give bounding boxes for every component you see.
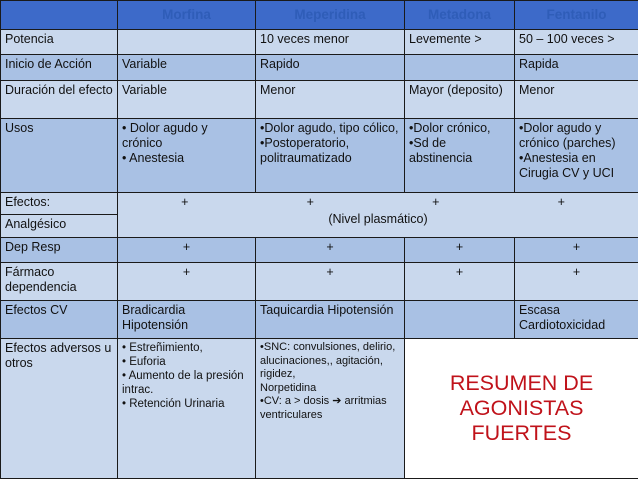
cell-meperidina: + xyxy=(256,263,405,301)
list-item: •Dolor agudo, tipo cólico, xyxy=(260,121,399,136)
plus-row xyxy=(122,195,634,210)
list-item: • Anestesia xyxy=(122,151,185,166)
cell-metadona xyxy=(405,119,515,193)
header-row xyxy=(1,1,638,30)
plus-morfina: + xyxy=(181,195,189,210)
row-inicio xyxy=(1,54,638,80)
list-item: • Euforia xyxy=(122,356,166,369)
row-label: Efectos CV xyxy=(1,301,118,339)
row-usos xyxy=(1,119,638,193)
cell-morfina: Variable xyxy=(118,54,256,80)
cell-metadona: + xyxy=(405,263,515,301)
row-efectos-cv xyxy=(1,301,638,339)
list-item: •CV: a > dosis ➔ arritmias ventriculares xyxy=(260,395,387,421)
cell-fentanilo: Rapida xyxy=(515,54,638,80)
cell-fentanilo xyxy=(515,119,638,193)
cell-analgesico xyxy=(118,193,638,237)
plasma-level-note: (Nivel plasmático) xyxy=(328,212,428,227)
cell-morfina: + xyxy=(118,263,256,301)
row-duracion xyxy=(1,81,638,119)
cell-metadona: Mayor (deposito) xyxy=(405,81,515,119)
list-item: • Aumento de la presión intrac. xyxy=(122,370,244,397)
cell-metadona: + xyxy=(405,237,515,262)
cell-meperidina xyxy=(256,339,405,479)
plus-meperidina: + xyxy=(306,195,314,210)
cell-meperidina: Rapido xyxy=(256,54,405,80)
row-label: Fármaco dependencia xyxy=(1,263,118,301)
row-label: Efectos adversos u otros xyxy=(1,339,118,479)
cell-morfina xyxy=(118,339,256,479)
plus-metadona: + xyxy=(432,195,440,210)
summary-line: RESUMEN DE xyxy=(449,371,594,396)
cell-meperidina: Menor xyxy=(256,81,405,119)
list-item: •Sd de abstinencia xyxy=(409,136,473,166)
list-item: • Retención Urinaria xyxy=(122,398,225,411)
cell-meperidina xyxy=(256,119,405,193)
row-dep-resp xyxy=(1,237,638,262)
cell-morfina: Variable xyxy=(118,81,256,119)
summary-line: FUERTES xyxy=(471,421,572,446)
list-item: •Postoperatorio, politraumatizado xyxy=(260,136,352,166)
cell-fentanilo: Menor xyxy=(515,81,638,119)
row-efectos xyxy=(1,193,638,214)
summary-title xyxy=(405,339,638,479)
cell-morfina: Bradicardia Hipotensión xyxy=(118,301,256,339)
cell-morfina xyxy=(118,29,256,54)
cell-metadona xyxy=(405,54,515,80)
cell-fentanilo: Escasa Cardiotoxicidad xyxy=(515,301,638,339)
list-item: • Estreñimiento, xyxy=(122,342,203,355)
list-item: •Anestesia en Cirugia CV y UCI xyxy=(519,151,615,181)
header-empty xyxy=(1,1,118,30)
list-item: Norpetidina xyxy=(260,381,317,394)
cell-metadona xyxy=(405,301,515,339)
row-label: Duración del efecto xyxy=(1,81,118,119)
row-label: Inicio de Acción xyxy=(1,54,118,80)
summary-line: AGONISTAS xyxy=(459,396,584,421)
row-label: Potencia xyxy=(1,29,118,54)
cell-morfina xyxy=(118,119,256,193)
cell-meperidina: 10 veces menor xyxy=(256,29,405,54)
cell-morfina: + xyxy=(118,237,256,262)
cell-meperidina: + xyxy=(256,237,405,262)
row-label: Efectos: xyxy=(1,193,118,214)
row-potencia xyxy=(1,29,638,54)
cell-fentanilo: + xyxy=(515,263,638,301)
header-meperidina: Meperidina xyxy=(256,1,405,30)
row-label: Analgésico xyxy=(1,214,118,237)
plus-fentanilo: + xyxy=(557,195,565,210)
cell-fentanilo: 50 – 100 veces > xyxy=(515,29,638,54)
cell-metadona: Levemente > xyxy=(405,29,515,54)
header-metadona: Metadona xyxy=(405,1,515,30)
cell-meperidina: Taquicardia Hipotensión xyxy=(256,301,405,339)
row-label: Usos xyxy=(1,119,118,193)
list-item: •SNC: convulsiones, delirio, alucinaciones,, agitación, rigidez, xyxy=(260,341,396,381)
row-label: Dep Resp xyxy=(1,237,118,262)
header-fentanilo: Fentanilo xyxy=(515,1,638,30)
row-adversos xyxy=(1,339,638,479)
header-morfina: Morfina xyxy=(118,1,256,30)
list-item: •Dolor crónico, xyxy=(409,121,491,136)
row-farmaco xyxy=(1,263,638,301)
list-item: •Dolor agudo y crónico (parches) xyxy=(519,121,616,151)
cell-fentanilo: + xyxy=(515,237,638,262)
list-item: • Dolor agudo y crónico xyxy=(122,121,208,151)
